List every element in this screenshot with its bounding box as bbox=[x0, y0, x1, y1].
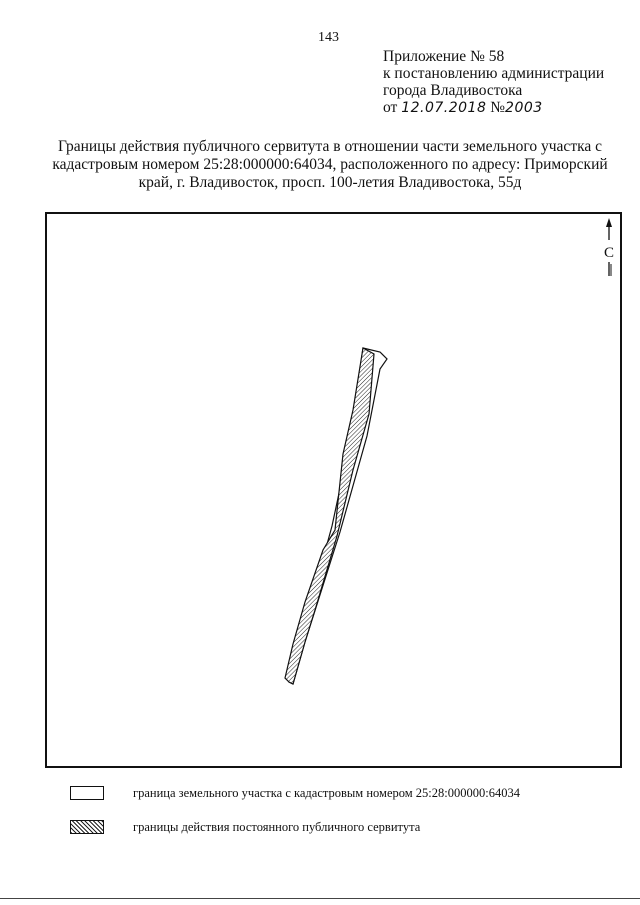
handwritten-date: 12.07.2018 bbox=[401, 100, 487, 116]
servitude-swatch bbox=[70, 820, 104, 834]
parcel-boundary-swatch bbox=[70, 786, 104, 800]
appendix-header bbox=[383, 48, 628, 117]
map-frame bbox=[45, 212, 622, 768]
document-title: Границы действия публичного сервитута в отношении части земельного участка с кадастровым номером 25:28:000000:64034, расположенного по адресу: Приморский край, г. Владивосток, просп. 100-летия Владивостока, 55д bbox=[52, 138, 608, 191]
north-label: С bbox=[603, 245, 615, 261]
legend-label-servitude: границы действия постоянного публичного сервитута bbox=[133, 820, 421, 834]
scan-bottom-edge bbox=[0, 898, 640, 899]
number-label: № bbox=[490, 99, 506, 116]
servitude-zone-shape bbox=[285, 348, 374, 684]
legend-label-parcel: граница земельного участка с кадастровым номером 25:28:000000:64034 bbox=[133, 786, 520, 800]
handwritten-number: 2003 bbox=[505, 100, 543, 116]
appendix-resolution: к постановлению администрации bbox=[383, 65, 605, 82]
appendix-city: города Владивостока bbox=[383, 82, 523, 99]
appendix-title: Приложение № 58 bbox=[383, 48, 505, 65]
page-number: 143 bbox=[318, 30, 339, 45]
appendix-date-line bbox=[383, 99, 628, 117]
from-label: от bbox=[383, 99, 398, 116]
map-drawing bbox=[47, 214, 620, 766]
